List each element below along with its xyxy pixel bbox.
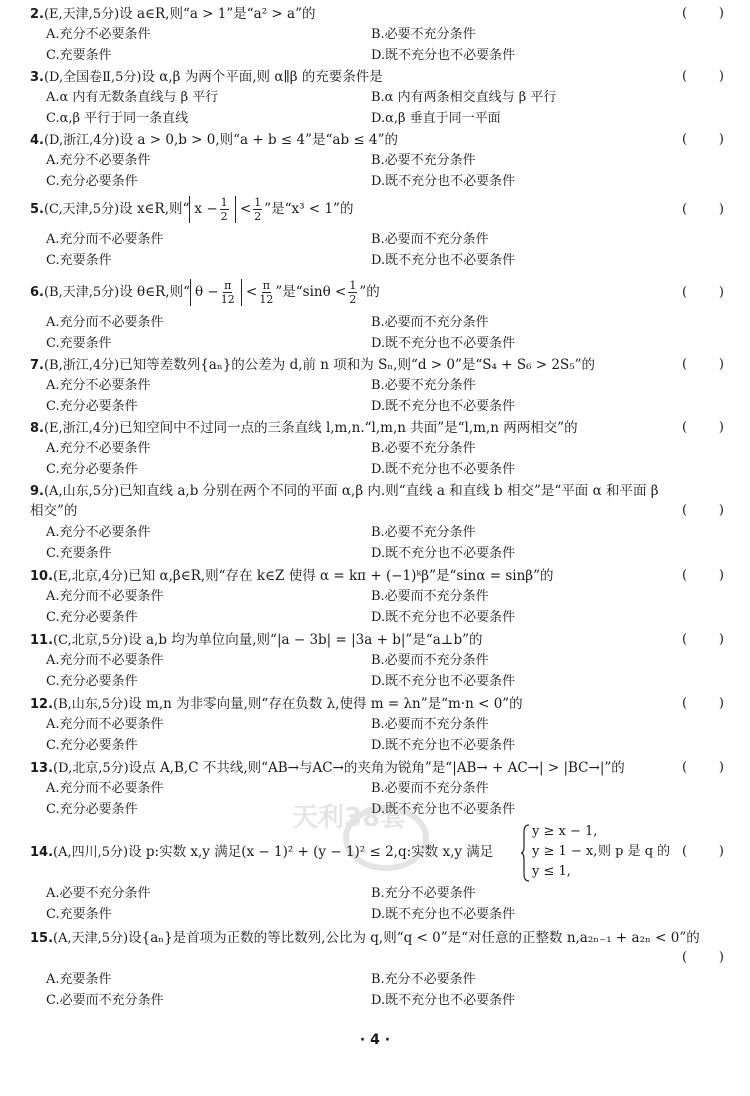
- option-b: B.必要而不充分条件: [371, 653, 489, 668]
- option-d: D.既不充分也不必要条件: [371, 48, 516, 63]
- question-source: (B,天津,5分): [43, 285, 120, 300]
- question-source: (E,北京,4分): [53, 569, 129, 584]
- stem-text: 已知直线 a,b 分别在两个不同的平面 α,β 内.则“直线 a 和直线 b 相交”是“平面 α 和平面 β: [119, 483, 659, 499]
- option-b: B.必要不充分条件: [371, 153, 476, 168]
- page-number: · 4 ·: [359, 1032, 391, 1048]
- question-number: 9.: [30, 484, 44, 499]
- question-number: 15.: [30, 931, 54, 946]
- option-c: C.充分必要条件: [46, 674, 138, 689]
- fraction: $\frac{1}{2}$: [254, 196, 262, 223]
- stem-text: 设 a∈R,则“a > 1”是“a² > a”的: [119, 6, 316, 22]
- stem-text: 设{aₙ}是首项为正数的等比数列,公比为 q,则“q < 0”是“对任意的正整数 n,a₂ₙ₋₁ + a₂ₙ < 0”的: [128, 930, 700, 946]
- option-d: D.既不充分也不必要条件: [371, 174, 516, 189]
- option-a: A.充分而不必要条件: [46, 653, 164, 668]
- watermark-logo: [286, 788, 476, 878]
- question-number: 5.: [30, 202, 44, 217]
- option-b: B.必要不充分条件: [371, 378, 476, 393]
- question-number: 3.: [30, 70, 44, 85]
- question-stem: [30, 481, 705, 502]
- option-a: A.充分而不必要条件: [46, 315, 164, 330]
- stem-text: 设 a,b 均为单位向量,则“|a − 3b| = |3a + b|”是“a⊥b”的: [128, 632, 483, 648]
- question-source: (E,浙江,4分): [43, 421, 120, 436]
- option-a: A.充分而不必要条件: [46, 232, 164, 247]
- stem-text: 设点 A,B,C 不共线,则“AB→与AC→的夹角为锐角”是“|AB→ + AC→| > |BC→|”的: [128, 760, 625, 776]
- question-stem: [30, 130, 705, 151]
- answer-blank: ( ): [682, 568, 724, 583]
- option-c: C.充分必要条件: [46, 462, 138, 477]
- fraction: $\frac{1}{2}$: [349, 279, 357, 306]
- question-source: (D,浙江,4分): [43, 133, 120, 148]
- option-c: C.必要而不充分条件: [46, 993, 164, 1008]
- option-b: B.必要而不充分条件: [371, 315, 489, 330]
- fraction: $\frac{\pi}{12}$: [259, 279, 274, 306]
- question-stem: [30, 67, 705, 88]
- option-b: B.必要而不充分条件: [371, 589, 489, 604]
- option-a: A.充要条件: [46, 972, 112, 987]
- question-number: 8.: [30, 421, 44, 436]
- option-d: D.既不充分也不必要条件: [371, 907, 516, 922]
- option-c: C.充分必要条件: [46, 802, 138, 817]
- system-line-3: y ≤ 1,: [532, 864, 571, 879]
- option-c: C.充分必要条件: [46, 174, 138, 189]
- question-source: (E,天津,5分): [43, 7, 120, 22]
- answer-blank: ( ): [682, 844, 724, 859]
- question-source: (D,全国卷Ⅱ,5分): [43, 70, 142, 85]
- question-stem: [30, 694, 705, 715]
- option-a: A.充分不必要条件: [46, 153, 151, 168]
- option-c: C.充分必要条件: [46, 610, 138, 625]
- question-number: 12.: [30, 697, 54, 712]
- answer-blank: ( ): [682, 357, 724, 372]
- system-line-2: y ≥ 1 − x,: [532, 844, 598, 859]
- option-c: C.α,β 平行于同一条直线: [46, 111, 189, 126]
- question-stem: [30, 630, 705, 651]
- question-stem-line-2: 相交”的: [30, 503, 78, 519]
- stem-text: 设 p:实数 x,y 满足(x − 1)² + (y − 1)² ≤ 2,q:实数 x,y 满足: [128, 844, 494, 860]
- fraction: $\frac{1}{2}$: [220, 196, 228, 223]
- option-a: A.充分而不必要条件: [46, 717, 164, 732]
- answer-blank: ( ): [682, 69, 724, 84]
- option-b: B.必要不充分条件: [371, 525, 476, 540]
- system-brace: [520, 824, 530, 882]
- stem-text: 已知 α,β∈R,则“存在 k∈Z 使得 α = kπ + (−1)ᵏβ”是“sinα = sinβ”的: [128, 568, 554, 584]
- option-c: C.充要条件: [46, 48, 112, 63]
- option-c: C.充分必要条件: [46, 399, 138, 414]
- option-c: C.充要条件: [46, 907, 112, 922]
- question-source: (B,浙江,4分): [43, 358, 120, 373]
- question-source: (D,北京,5分): [53, 761, 129, 776]
- question-number: 14.: [30, 845, 54, 860]
- question-stem: [30, 355, 705, 376]
- stem-text-tail: 则 p 是 q 的: [598, 844, 671, 859]
- option-a: A.充分而不必要条件: [46, 781, 164, 796]
- option-d: D.既不充分也不必要条件: [371, 253, 516, 268]
- option-d: D.既不充分也不必要条件: [371, 462, 516, 477]
- option-a: A.充分不必要条件: [46, 525, 151, 540]
- system-line-1: y ≥ x − 1,: [532, 824, 598, 839]
- question-source: (A,天津,5分): [53, 931, 129, 946]
- option-c: C.充要条件: [46, 253, 112, 268]
- question-stem: [30, 4, 705, 25]
- answer-blank: ( ): [682, 950, 724, 965]
- answer-blank: ( ): [682, 696, 724, 711]
- question-stem: 5.(C,天津,5分)设 x∈R,则“ x − $\frac{1}{2}$ < $\frac{1}{2}$ ”是“x³ < 1”的: [30, 196, 354, 223]
- option-c: C.充要条件: [46, 546, 112, 561]
- stem-text: 已知等差数列{aₙ}的公差为 d,前 n 项和为 Sₙ,则“d > 0”是“S₄ + S₆ > 2S₅”的: [119, 357, 596, 373]
- answer-blank: ( ): [682, 503, 724, 518]
- question-stem: [30, 566, 705, 587]
- option-d: D.既不充分也不必要条件: [371, 546, 516, 561]
- stem-text: 设 α,β 为两个平面,则 α∥β 的充要条件是: [141, 69, 383, 85]
- question-number: 13.: [30, 761, 54, 776]
- option-b: B.充分不必要条件: [371, 886, 476, 901]
- answer-blank: ( ): [682, 420, 724, 435]
- option-b: B.必要不充分条件: [371, 441, 476, 456]
- answer-blank: ( ): [682, 632, 724, 647]
- option-b: B.必要而不充分条件: [371, 781, 489, 796]
- question-source: (B,山东,5分): [53, 697, 129, 712]
- answer-blank: ( ): [682, 760, 724, 775]
- option-c: C.充分必要条件: [46, 738, 138, 753]
- question-source: (A,山东,5分): [43, 484, 120, 499]
- question-number: 6.: [30, 285, 44, 300]
- question-stem: [30, 418, 705, 439]
- stem-text: 已知空间中不过同一点的三条直线 l,m,n.“l,m,n 共面”是“l,m,n 两两相交”的: [119, 420, 578, 436]
- question-source: (C,天津,5分): [43, 202, 120, 217]
- option-b: B.必要而不充分条件: [371, 232, 489, 247]
- answer-blank: ( ): [682, 6, 724, 21]
- option-a: A.充分不必要条件: [46, 441, 151, 456]
- answer-blank: ( ): [682, 285, 724, 300]
- option-b: B.必要不充分条件: [371, 27, 476, 42]
- option-d: D.既不充分也不必要条件: [371, 802, 516, 817]
- option-b: B.α 内有两条相交直线与 β 平行: [371, 90, 557, 105]
- option-d: D.既不充分也不必要条件: [371, 738, 516, 753]
- stem-text: 设 θ∈R,则“: [119, 284, 190, 300]
- svg-text:天利38套: 天利38套: [292, 803, 407, 833]
- option-d: D.既不充分也不必要条件: [371, 399, 516, 414]
- question-source: (A,四川,5分): [53, 845, 129, 860]
- option-d: D.既不充分也不必要条件: [371, 674, 516, 689]
- option-a: A.充分不必要条件: [46, 378, 151, 393]
- fraction: $\frac{\pi}{12}$: [220, 279, 235, 306]
- option-a: A.充分不必要条件: [46, 27, 151, 42]
- stem-text: 设 x∈R,则“: [119, 201, 190, 217]
- question-stem: [30, 928, 738, 949]
- question-source: (C,北京,5分): [53, 633, 129, 648]
- answer-blank: ( ): [682, 132, 724, 147]
- option-a: A.必要不充分条件: [46, 886, 151, 901]
- question-number: 10.: [30, 569, 54, 584]
- option-a: A.α 内有无数条直线与 β 平行: [46, 90, 219, 105]
- stem-text: 设 a > 0,b > 0,则“a + b ≤ 4”是“ab ≤ 4”的: [119, 132, 399, 148]
- option-c: C.充要条件: [46, 336, 112, 351]
- question-number: 4.: [30, 133, 44, 148]
- option-d: D.既不充分也不必要条件: [371, 610, 516, 625]
- option-d: D.既不充分也不必要条件: [371, 336, 516, 351]
- option-d: D.α,β 垂直于同一平面: [371, 111, 501, 126]
- question-number: 11.: [30, 633, 54, 648]
- question-stem: 6.(B,天津,5分)设 θ∈R,则“ θ − $\frac{\pi}{12}$ < $\frac{\pi}{12}$ ”是“sinθ < $\frac{1}{2}$ ”的: [30, 279, 380, 306]
- option-a: A.充分而不必要条件: [46, 589, 164, 604]
- option-b: B.必要而不充分条件: [371, 717, 489, 732]
- answer-blank: ( ): [682, 202, 724, 217]
- absolute-value: θ − $\frac{\pi}{12}$: [190, 279, 242, 306]
- stem-text: 设 m,n 为非零向量,则“存在负数 λ,使得 m = λn”是“m·n < 0”的: [128, 696, 523, 712]
- question-number: 2.: [30, 7, 44, 22]
- option-d: D.既不充分也不必要条件: [371, 993, 516, 1008]
- absolute-value: x − $\frac{1}{2}$: [189, 196, 235, 223]
- option-b: B.充分不必要条件: [371, 972, 476, 987]
- question-stem: [30, 758, 705, 779]
- question-number: 7.: [30, 358, 44, 373]
